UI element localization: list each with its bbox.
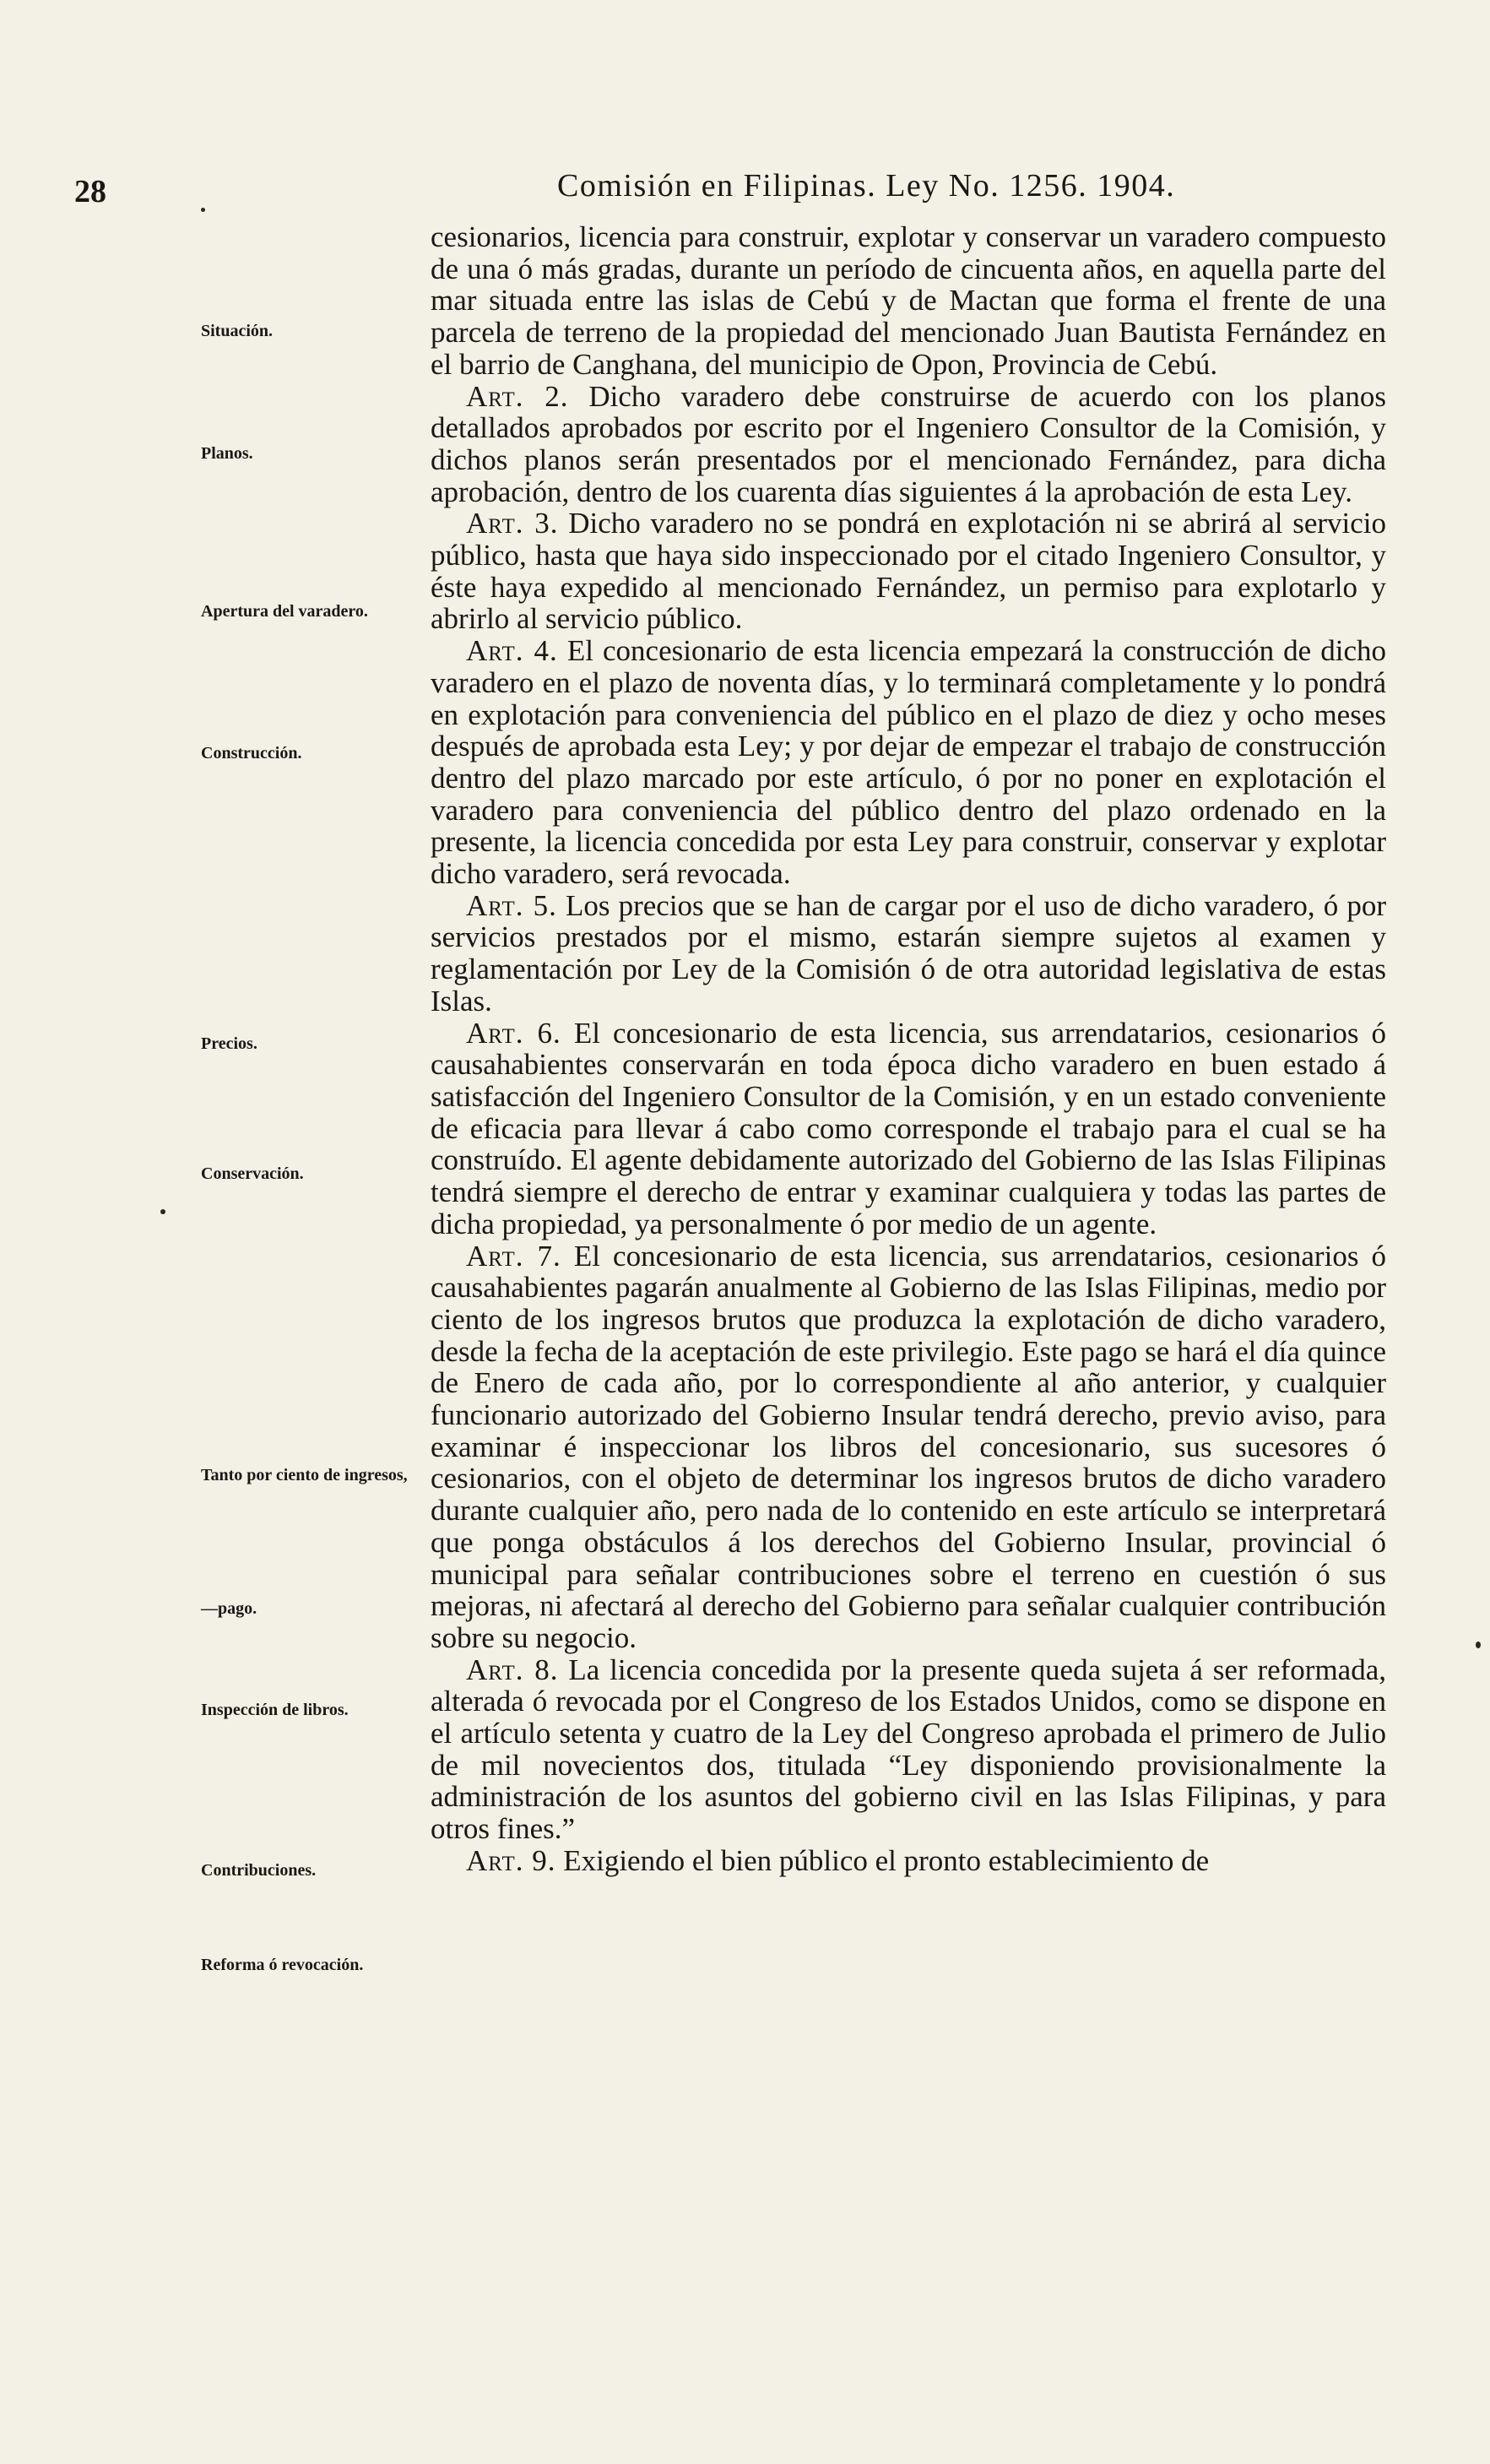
margin-note-planos: Planos. [201, 444, 253, 463]
margin-note-precios: Precios. [201, 1034, 257, 1053]
paragraph-art-1-continued: cesionarios, licencia para construir, explotar y conservar un varadero compuesto de una ó más gradas, durante un período de cincuenta años, en aquella parte del mar situada entre las islas de Cebú y de Mactan que forma el frente de una parcela de terreno de la propiedad del mencionado Juan Bautista Fernández en el barrio de Canghana, del municipio de Opon, Provincia de Cebú. [431, 220, 1386, 381]
margin-note-inspeccion: Inspección de libros. [201, 1701, 349, 1719]
page-number: 28 [74, 174, 106, 209]
margin-note-pago: —pago. [201, 1599, 257, 1618]
article-label: Art. 7. [466, 1239, 561, 1273]
body-text [431, 221, 1386, 1877]
margin-note-reforma: Reforma ó revocación. [201, 1956, 364, 1974]
paragraph-art-4: Art. 4. El concesionario de esta licencia empezará la construcción de dicho varadero en el plazo de noventa días, y lo terminará completamente y lo pondrá en explotación para conveniencia del público en el plazo de diez y ocho meses después de aprobada esta Ley; y por dejar de empezar el trabajo de construcción dentro del plazo marcado por este artículo, ó por no poner en explotación el varadero para conveniencia del público dentro del plazo ordenado en la presente, la licencia concedida por esta Ley para construir, conservar y explotar dicho varadero, será revocada. [431, 634, 1386, 891]
margin-note-apertura: Apertura del varadero. [201, 602, 368, 621]
ink-speck [160, 1209, 165, 1214]
margin-note-construccion: Construcción. [201, 744, 302, 763]
paragraph-art-8: Art. 8. La licencia concedida por la presente queda sujeta á ser reformada, alterada ó revocada por el Congreso de los Estados Unidos, como se dispone en el artículo setenta y cuatro de la Ley del Congreso aprobada el primero de Julio de mil novecientos dos, titulada “Ley disponiendo provisionalmente la administración de los asuntos del gobierno civil en las Islas Filipinas, y para otros fines.” [431, 1653, 1386, 1846]
paragraph-art-7: Art. 7. El concesionario de esta licencia, sus arrendatarios, cesionarios ó causahabientes pagarán anualmente al Gobierno de las Islas Filipinas, medio por ciento de los ingresos brutos que produzca la explotación de dicho varadero, desde la fecha de la aceptación de este privilegio. Este pago se hará el día quince de Enero de cada año, por lo correspondiente al año anterior, y cualquier funcionario autorizado del Gobierno Insular tendrá derecho, previo aviso, para examinar é inspeccionar los libros del concesionario, sus sucesores ó cesionarios, con el objeto de determinar los ingresos brutos de dicho varadero durante cualquier año, pero nada de lo contenido en este artículo se interpretará que ponga obstáculos á los derechos del Gobierno Insular, provincial ó municipal para señalar contribuciones sobre el terreno en cuestión ó sus mejoras, ni afectará al derecho del Gobierno para señalar cualquier contribución sobre su negocio. [431, 1239, 1387, 1654]
running-head: Comisión en Filipinas. Ley No. 1256. 1904. [557, 168, 1176, 204]
article-label: Art. 6. [466, 1016, 561, 1050]
article-label: Art. 8. [466, 1653, 559, 1686]
paragraph-art-6: Art. 6. El concesionario de esta licencia, sus arrendatarios, cesionarios ó causahabientes conservarán en toda época dicho varadero en buen estado á satisfacción del Ingeniero Consultor de la Comisión, y en un estado conveniente de eficacia para llevar á cabo como corresponde el trabajo para el cual se ha construído. El agente debidamente autorizado del Gobierno de las Islas Filipinas tendrá siempre el derecho de entrar y examinar cualquiera y todas las partes de dicha propiedad, ya personalmente ó por medio de un agente. [431, 1016, 1387, 1240]
margin-note-tanto: Tanto por ciento de ingresos, [201, 1466, 408, 1484]
margin-note-conservacion: Conservación. [201, 1164, 304, 1183]
paragraph-art-3: Art. 3. Dicho varadero no se pondrá en explotación ni se abrirá al servicio público, hasta que haya sido inspeccionado por el citado Ingeniero Consultor, y éste haya expedido al mencionado Fernández, un permiso para explotarlo y abrirlo al servicio público. [431, 507, 1386, 636]
paragraph-art-5: Art. 5. Los precios que se han de cargar por el uso de dicho varadero, ó por servicios prestados por el mismo, estarán siempre sujetos al examen y reglamentación por Ley de la Comisión ó de otra autoridad legislativa de estas Islas. [431, 888, 1386, 1018]
article-label: Art. 4. [466, 634, 558, 668]
margin-note-contribuciones: Contribuciones. [201, 1861, 317, 1880]
article-label: Art. 2. [466, 379, 569, 413]
ink-speck [1476, 1642, 1481, 1648]
article-label: Art. 5. [466, 888, 557, 922]
margin-notes [0, 0, 422, 2464]
paragraph-art-9: Art. 9. Exigiendo el bien público el pronto establecimiento de [466, 1843, 1210, 1877]
article-label: Art. 9. [466, 1843, 556, 1877]
article-label: Art. 3. [466, 507, 559, 540]
ink-speck [201, 208, 205, 212]
margin-note-situacion: Situación. [201, 322, 274, 340]
paragraph-art-2: Art. 2. Dicho varadero debe construirse de acuerdo con los planos detallados aprobados por escrito por el Ingeniero Consultor de la Comisión, y dichos planos serán presentados por el mencionado Fernández, para dicha aprobación, dentro de los cuarenta días siguientes á la aprobación de esta Ley. [431, 379, 1386, 508]
